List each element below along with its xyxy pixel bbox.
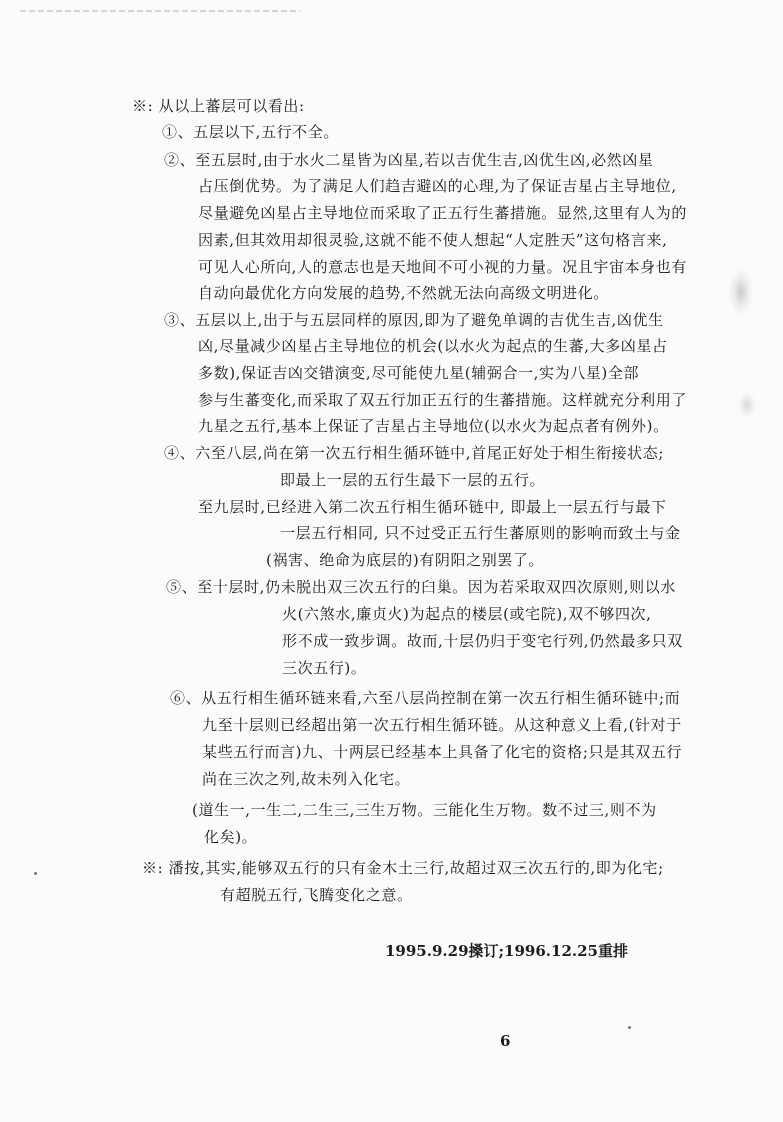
item-3-line-2: 凶,尽量减少凶星占主导地位的机会(以水火为起点的生蕃,大多凶星占: [198, 337, 668, 355]
revision-date: 1995.9.29搡订;1996.12.25重排: [385, 942, 628, 960]
item-2-line-1: ②、至五层时,由于水火二星皆为凶星,若以吉优生吉,凶优生凶,必然凶星: [164, 151, 654, 169]
item-3-line-5: 九星之五行,基本上保证了吉星占主导地位(以水火为起点者有例外)。: [198, 417, 669, 435]
item-5-line-1: ⑤、至十层时,仍未脱出双三次五行的臼巢。因为若采取双四次原则,则以水: [166, 578, 676, 596]
note-line-1: (道生一,一生二,二生三,三生万物。三能化生万物。数不过三,则不为: [192, 801, 657, 819]
item-5-line-4: 三次五行)。: [282, 659, 367, 677]
item-4-line-5: (祸害、绝命为底层的)有阴阳之别罢了。: [266, 551, 545, 569]
item-1: ①、五层以下,五行不全。: [162, 123, 339, 141]
speck: [628, 1026, 631, 1029]
scan-artifact: [20, 10, 300, 12]
item-4-line-4: 一层五行相同, 只不过受正五行生蕃原则的影响而致土与金: [280, 524, 681, 542]
item-2-line-5: 可见人心所向,人的意志也是天地间不可小视的力量。况且宇宙本身也有: [198, 258, 687, 276]
item-3-line-4: 参与生蕃变化,而采取了双五行加正五行的生蕃措施。这样就充分利用了: [198, 391, 687, 409]
editor-note-line-1: ※: 潘按,其实,能够双五行的只有金木土三行,故超过双三次五行的,即为化宅;: [142, 859, 664, 877]
item-6-line-2: 九至十层则已经超出第一次五行相生循环链。从这种意义上看,(针对于: [202, 716, 682, 734]
editor-note-line-2: 有超脱五行,飞腾变化之意。: [220, 886, 413, 904]
item-4-line-3: 至九层时,已经进入第二次五行相生循环链中, 即最上一层五行与最下: [198, 498, 667, 516]
item-2-line-4: 因素,但其效用却很灵验,这就不能不使人想起“人定胜天”这句格言来,: [198, 231, 668, 249]
item-5-line-3: 形不成一致步调。故而,十层仍归于变宅行列,仍然最多只双: [282, 632, 683, 650]
page-number: 6: [500, 1032, 511, 1050]
item-5-line-2: 火(六煞水,廉贞火)为起点的楼层(或宅院),双不够四次,: [282, 605, 652, 623]
item-4-line-1: ④、六至八层,尚在第一次五行相生循环链中,首尾正好处于相生衔接状态;: [164, 444, 664, 462]
item-6-line-1: ⑥、从五行相生循环链来看,六至八层尚控制在第一次五行相生循环链中;而: [170, 689, 681, 707]
smudge-mark: [728, 268, 754, 316]
item-2-line-6: 自动向最优化方向发展的趋势,不然就无法向高级文明进化。: [198, 284, 609, 302]
item-2-line-3: 尽量避免凶星占主导地位而采取了正五行生蕃措施。显然,这里有人为的: [198, 204, 687, 222]
note-line-2: 化矣)。: [204, 828, 258, 846]
item-4-line-2: 即最上一层的五行生最下一层的五行。: [280, 471, 546, 489]
item-6-line-4: 尚在三次之列,故未列入化宅。: [202, 770, 411, 788]
speck: [34, 872, 37, 875]
item-3-line-1: ③、五层以上,出于与五层同样的原因,即为了避免单调的吉优生吉,凶优生: [164, 311, 664, 329]
item-2-line-2: 占压倒优势。为了满足人们趋吉避凶的心理,为了保证吉星占主导地位,: [198, 177, 677, 195]
item-3-line-3: 多数),保证吉凶交错演变,尽可能使九星(辅弼合一,实为八星)全部: [198, 364, 640, 382]
intro-line: ※: 从以上蕃层可以看出:: [132, 97, 305, 115]
smudge-mark: [738, 392, 756, 418]
item-6-line-3: 某些五行而言)九、十两层已经基本上具备了化宅的资格;只是其双五行: [202, 743, 683, 761]
